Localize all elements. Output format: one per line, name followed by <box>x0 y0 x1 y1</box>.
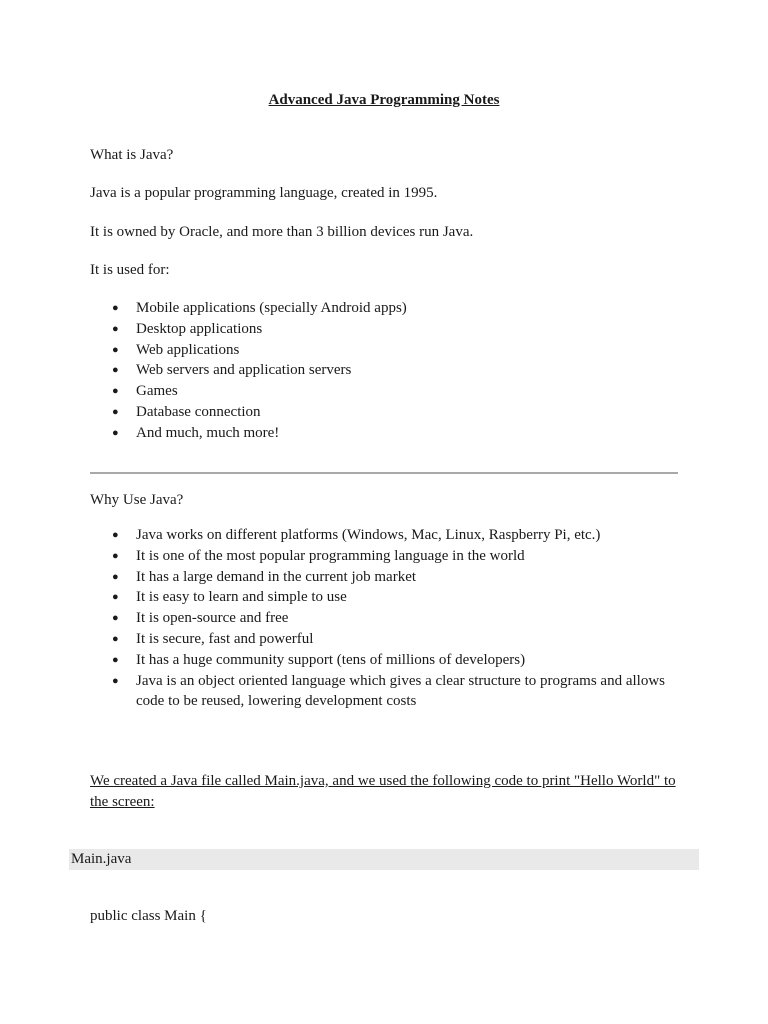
bullet-icon: ● <box>112 405 119 418</box>
list-item: ● It is secure, fast and powerful <box>90 629 680 650</box>
list-item: ● Desktop applications <box>90 319 680 340</box>
list-item: ● Mobile applications (specially Android apps) <box>90 298 680 319</box>
horizontal-divider <box>90 472 678 474</box>
reasons-list <box>90 525 680 712</box>
list-item: ● It has a large demand in the current job market <box>90 567 680 588</box>
bullet-icon: ● <box>112 591 119 604</box>
bullet-icon: ● <box>112 674 119 687</box>
uses-list <box>90 298 680 444</box>
list-item: ● Java is an object oriented language which gives a clear structure to programs and allows code to be reused, lowering development costs <box>112 672 665 710</box>
bullet-icon: ● <box>112 529 119 541</box>
list-item: ● Database connection <box>90 402 680 423</box>
list-item: ● Web servers and application servers <box>90 360 680 381</box>
code-file-name: Main.java <box>71 851 132 867</box>
list-item: ● It is open-source and free <box>90 608 680 629</box>
paragraph-owned: It is owned by Oracle, and more than 3 billion devices run Java. <box>90 224 474 240</box>
bullet-icon: ● <box>112 570 119 583</box>
hello-world-intro: We created a Java file called Main.java, and we used the following code to print "Hello World" to the screen: <box>90 773 676 810</box>
bullet-icon: ● <box>112 653 119 666</box>
bullet-icon: ● <box>112 385 119 398</box>
bullet-icon: ● <box>112 322 119 335</box>
paragraph-created: Java is a popular programming language, created in 1995. <box>90 185 438 201</box>
list-item: ● It is easy to learn and simple to use <box>90 587 680 608</box>
list-item: ● It has a huge community support (tens of millions of developers) <box>90 650 680 671</box>
bullet-icon: ● <box>112 343 119 356</box>
bullet-icon: ● <box>112 426 119 439</box>
why-use-java-heading: Why Use Java? <box>90 492 184 508</box>
list-item: ● And much, much more! <box>90 423 680 444</box>
bullet-icon: ● <box>112 632 119 645</box>
bullet-icon: ● <box>112 612 119 625</box>
list-item: ● Games <box>90 381 680 402</box>
list-item: ● Java works on different platforms (Windows, Mac, Linux, Raspberry Pi, etc.) <box>90 525 680 546</box>
list-item: ● It is one of the most popular programming language in the world <box>90 546 680 567</box>
list-item: ● Web applications <box>90 340 680 361</box>
bullet-icon: ● <box>112 364 119 377</box>
bullet-icon: ● <box>112 549 119 562</box>
what-is-java-heading: What is Java? <box>90 147 174 163</box>
bullet-icon: ● <box>112 302 119 314</box>
code-file-header <box>69 849 699 870</box>
used-for-label: It is used for: <box>90 262 170 278</box>
document-title: Advanced Java Programming Notes <box>268 92 500 108</box>
code-line: public class Main { <box>90 908 207 924</box>
